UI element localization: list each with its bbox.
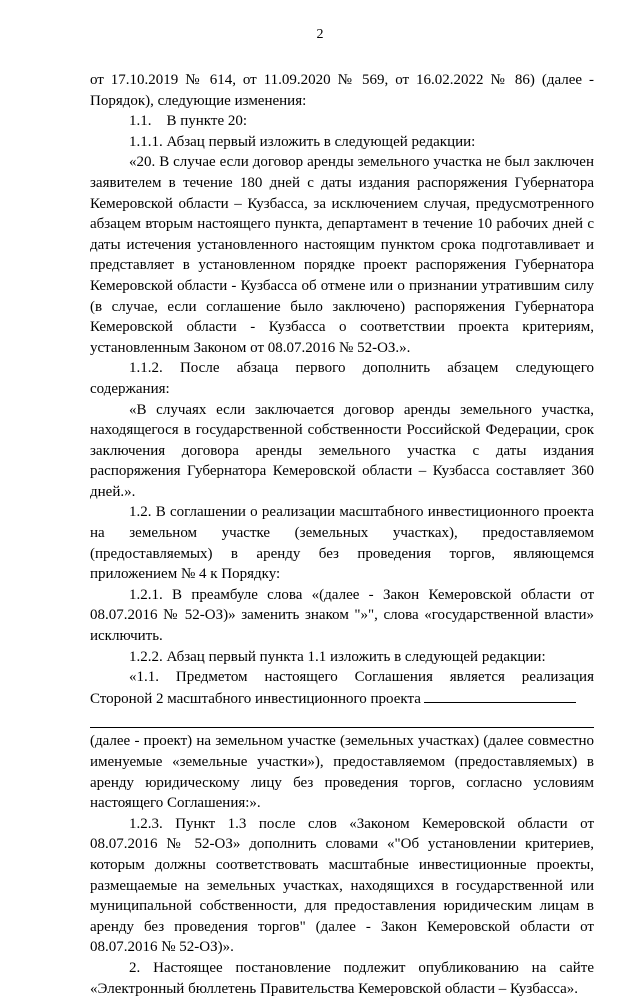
page-number: 2	[316, 27, 324, 42]
paragraph: 1.1.2. После абзаца первого дополнить абзацем следующего содержания:	[90, 360, 594, 397]
paragraph: 1.1. В пункте 20:	[129, 113, 248, 130]
paragraph: 1.1.1. Абзац первый изложить в следующей редакции:	[129, 133, 476, 150]
paragraph: 2. Настоящее постановление подлежит опубликованию на сайте «Электронный бюллетень Правительства Кемеровской области – Кузбасса».	[90, 959, 594, 997]
paragraph: 1.2.2. Абзац первый пункта 1.1 изложить в следующей редакции:	[129, 648, 546, 665]
paragraph: 1.2.3. Пункт 1.3 после слов «Законом Кемеровской области от 08.07.2016 № 52-ОЗ» дополнить словами «"Об установлении критериев, которым должны соответствовать масштабные инвестиционные проекты, размещаемые на земельных участках, находящихся в государственной или муниципальной собственности, для предоставления юридическим лицам в аренду без проведения торгов" (далее - Закон Кемеровской области от 08.07.2016 № 52-ОЗ)».	[90, 815, 594, 956]
paragraph: «В случаях если заключается договор аренды земельного участка, находящегося в государственной собственности Российской Федерации, срок заключения договора аренды земельного участка с даты издания распоряжения Губернатора Кемеровской области – Кузбасса составляет 360 дней.».	[90, 401, 594, 500]
paragraph-with-blank	[90, 667, 594, 709]
paragraph: (далее - проект) на земельном участке (земельных участках) (далее совместно именуемые «земельные участки»), предоставляемом (предоставляемых) в аренду юридическому лицу без проведения торгов, согласно условиям настоящего Соглашения:».	[90, 733, 594, 812]
paragraph: «20. В случае если договор аренды земельного участка не был заключен заявителем в течение 180 дней с даты издания распоряжения Губернатора Кемеровской области – Кузбасса, за исключением случая, предусмотренного абзацем вторым настоящего пункта, департамент в течение 10 рабочих дней с даты истечения установленного настоящим пунктом срока подготавливает и представляет в установленном порядке проект распоряжения Губернатора Кемеровской области - Кузбасса об отмене или о признании утратившим силу (в случае, если соглашение было заключено) распоряжения Губернатора Кемеровской области - Кузбасса о соответствии проекта критериям, установленным Законом от 08.07.2016 № 52-ОЗ.».	[90, 154, 594, 356]
blank-line	[424, 688, 576, 703]
paragraph: от 17.10.2019 № 614, от 11.09.2020 № 569, от 16.02.2022 № 86) (далее - Порядок), следующие изменения:	[90, 72, 594, 109]
paragraph: 1.2.1. В преамбуле слова «(далее - Закон Кемеровской области от 08.07.2016 № 52-ОЗ)» заменить знаком "»", слова «государственной власти» исключить.	[90, 586, 594, 645]
paragraph-text: «1.1. Предметом настоящего Соглашения является реализация Стороной 2 масштабного инвестиционного проекта	[90, 669, 594, 707]
paragraph: 1.2. В соглашении о реализации масштабного инвестиционного проекта на земельном участке (земельных участках), предоставляемом (предоставляемых) в аренду без проведения торгов, являющемся приложением № 4 к Порядку:	[90, 504, 594, 583]
blank-full-line	[90, 709, 594, 728]
document-body	[90, 70, 594, 999]
